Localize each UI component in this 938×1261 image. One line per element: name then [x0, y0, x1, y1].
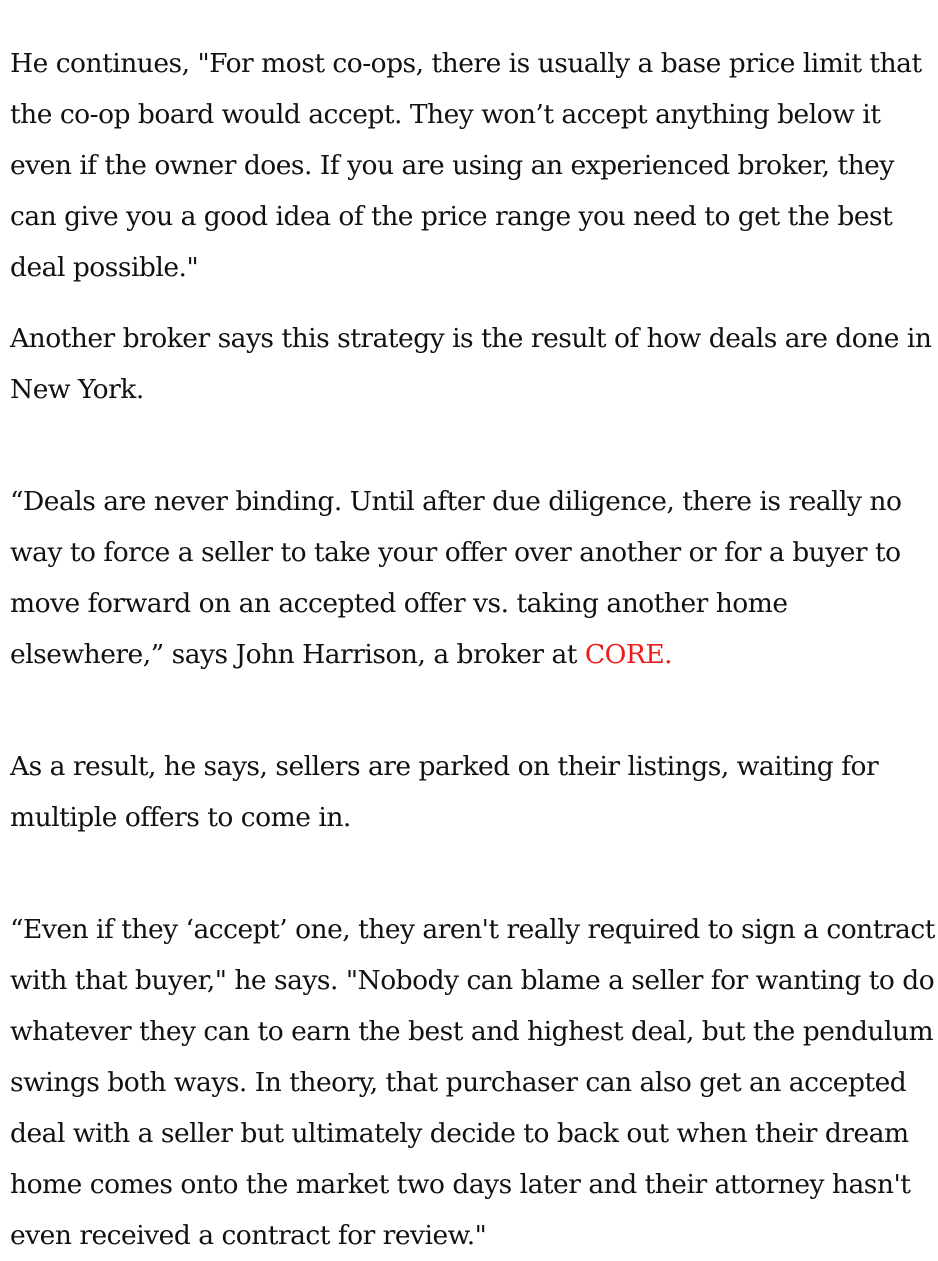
- quote-text: “Deals are never binding. Until after due diligence, there is really no way to force a seller to take your offer over another or for a buyer to move forward on an accepted offer vs. taking another home elsewhere,” says John Harrison, a broker at: [10, 486, 902, 670]
- paragraph-even-if-accept: “Even if they ‘accept’ one, they aren't really required to sign a contract with that buyer," he says. "Nobody can blame a seller for wanting to do whatever they can to earn the best and highest deal, but the pendulum swings both ways. In theory, that purchaser can also get an accepted deal with a seller but ultimately decide to back out when their dream home comes onto the market two days later and their attorney hasn't even received a contract for review.": [10, 914, 935, 1251]
- paragraph-deals-never-binding: [10, 476, 938, 680]
- core-link[interactable]: CORE.: [584, 639, 673, 670]
- paragraph-price-limit: He continues, "For most co-ops, there is usually a base price limit that the co-op board would accept. They won’t accept anything below it even if the owner does. If you are using an experienced broker, they can give you a good idea of the price range you need to get the best deal possible.": [10, 48, 922, 283]
- paragraph-another-broker: Another broker says this strategy is the result of how deals are done in New York.: [10, 323, 932, 405]
- article-body: [10, 38, 938, 1261]
- paragraph-sellers-parked: As a result, he says, sellers are parked on their listings, waiting for multiple offers to come in.: [10, 751, 879, 833]
